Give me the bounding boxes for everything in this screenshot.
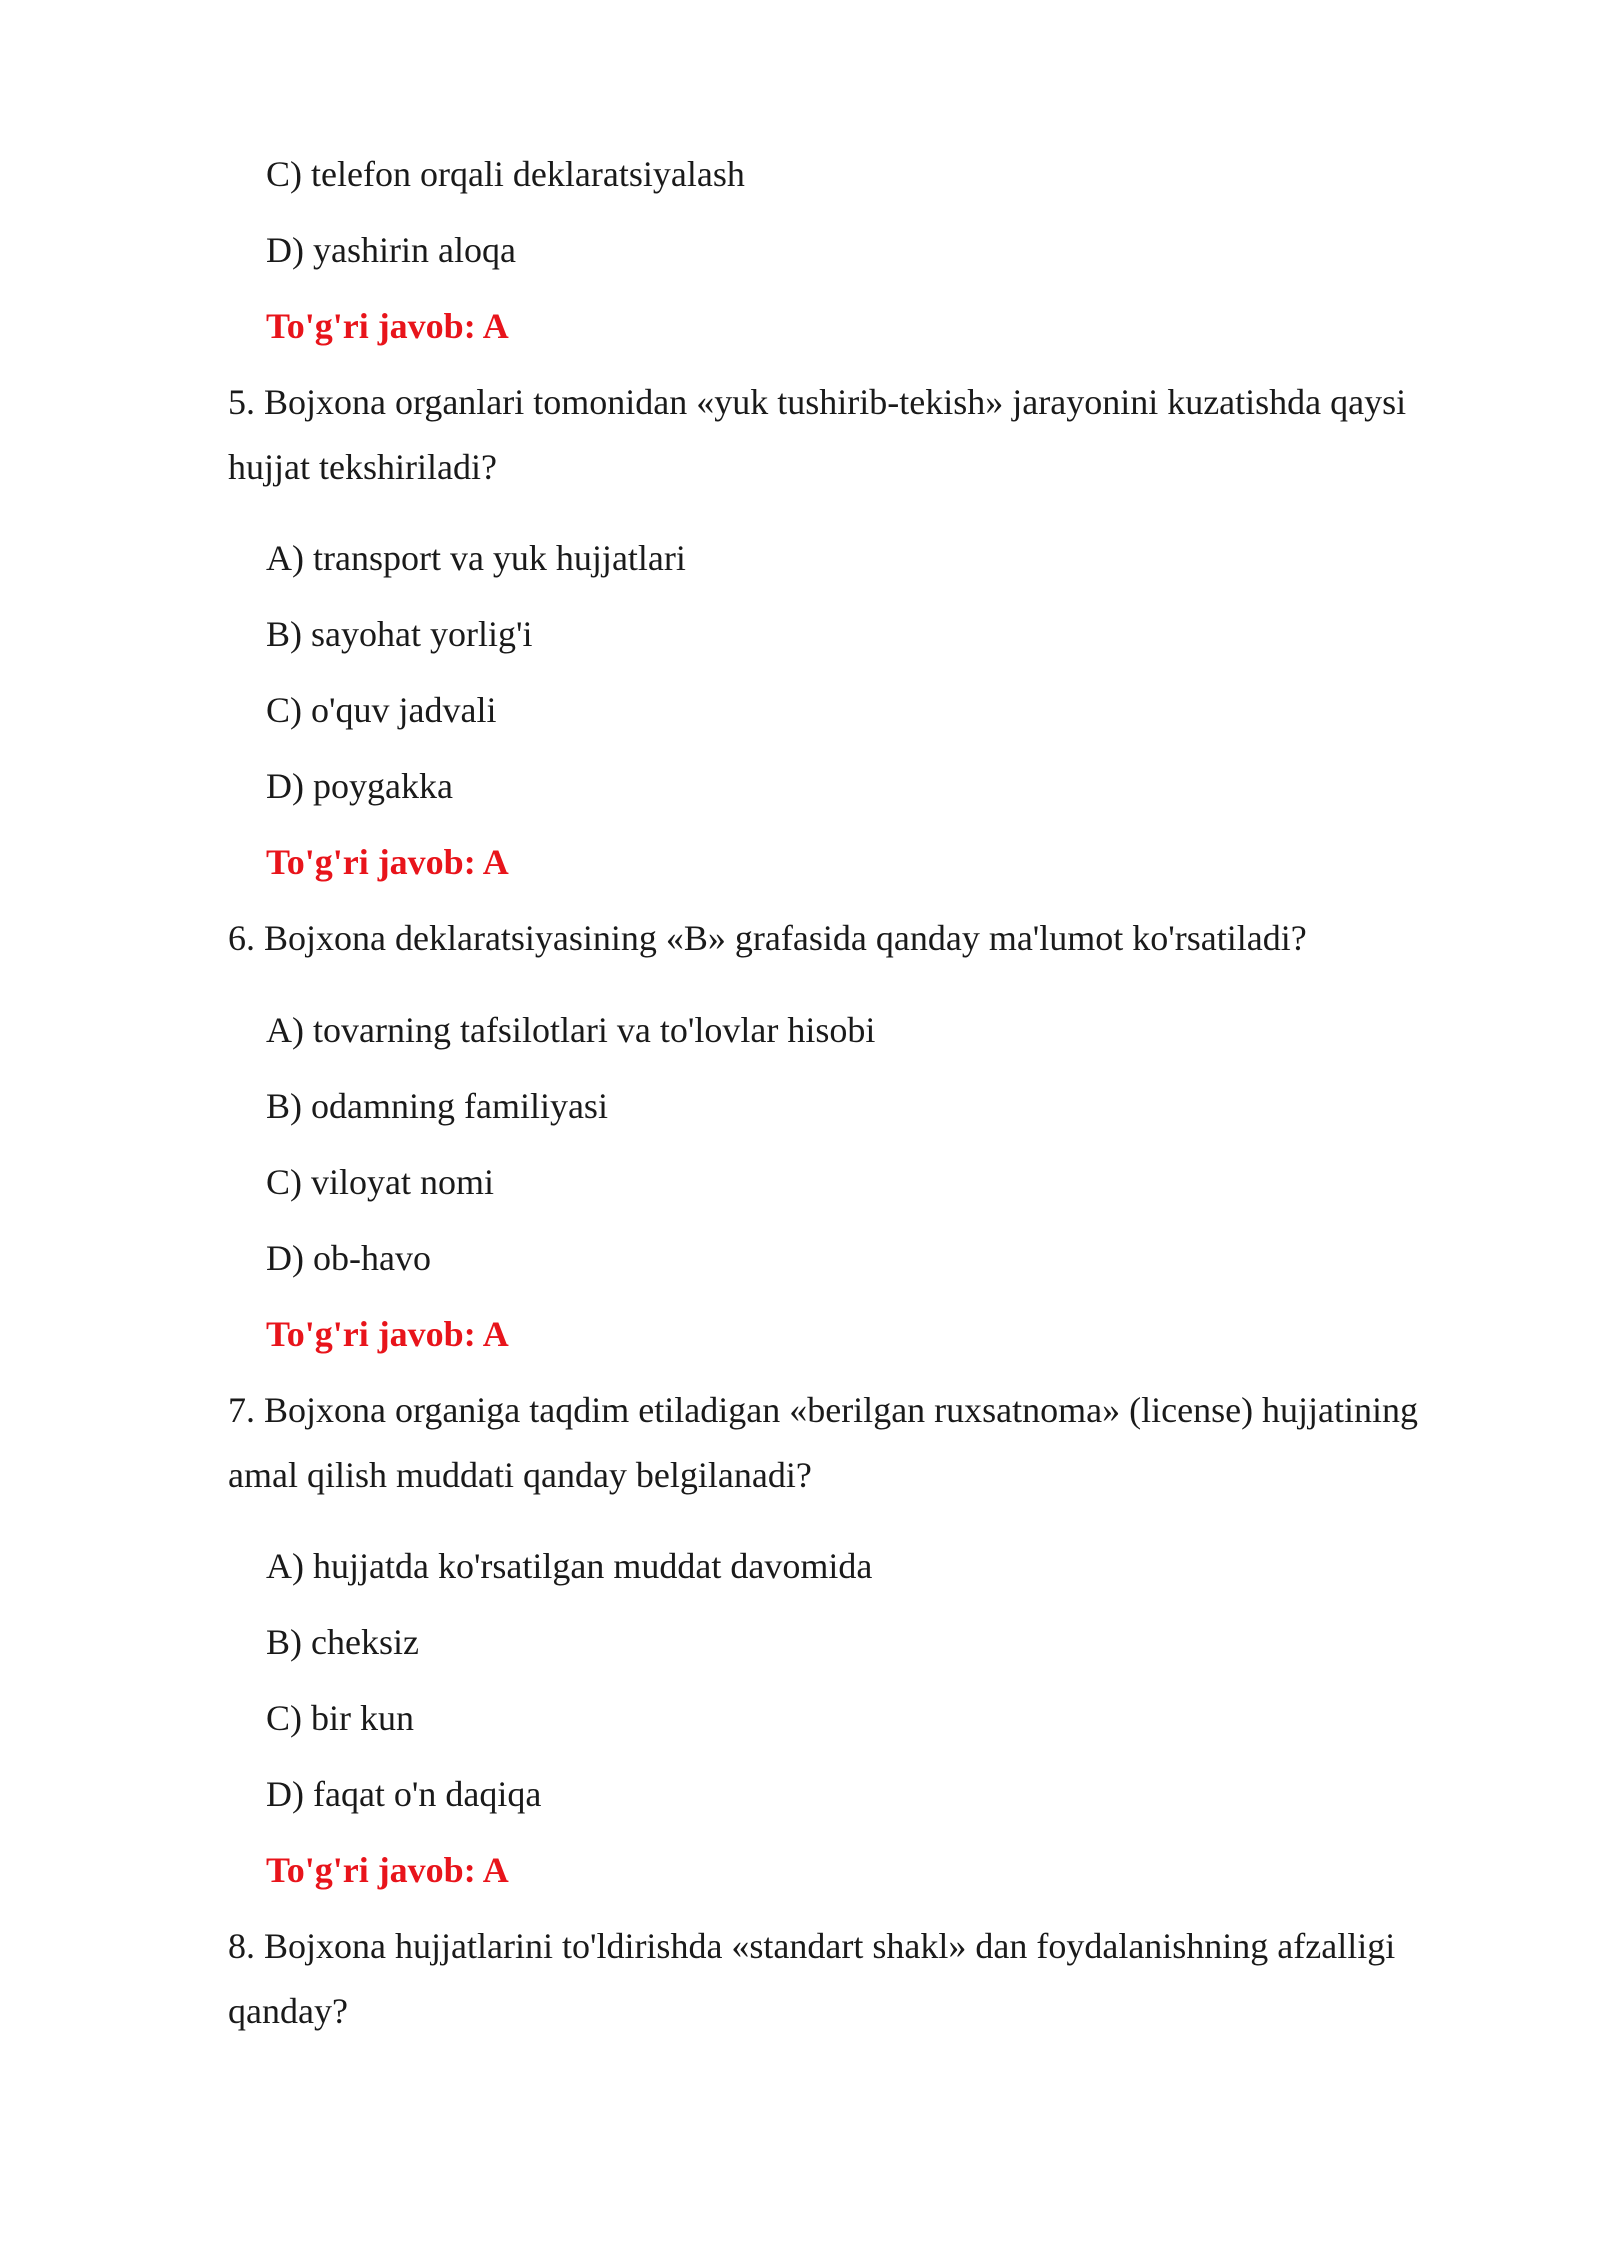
option-a: A) tovarning tafsilotlari va to'lovlar hisobi xyxy=(266,1010,876,1050)
option-a: A) hujjatda ko'rsatilgan muddat davomida xyxy=(266,1546,873,1586)
option-c: C) o'quv jadvali xyxy=(266,690,497,730)
correct-answer: To'g'ri javob: A xyxy=(266,842,509,882)
option-d: D) ob-havo xyxy=(266,1238,431,1278)
option-d: D) yashirin aloqa xyxy=(266,230,516,270)
correct-answer: To'g'ri javob: A xyxy=(266,1850,509,1890)
correct-answer: To'g'ri javob: A xyxy=(266,1314,509,1354)
option-b: B) cheksiz xyxy=(266,1622,419,1662)
option-c: C) bir kun xyxy=(266,1698,414,1738)
option-c: C) viloyat nomi xyxy=(266,1162,494,1202)
option-b: B) odamning familiyasi xyxy=(266,1086,608,1126)
option-c: C) telefon orqali deklaratsiyalash xyxy=(266,154,745,194)
option-d: D) faqat o'n daqiqa xyxy=(266,1774,542,1814)
option-b: B) sayohat yorlig'i xyxy=(266,614,533,654)
correct-answer: To'g'ri javob: A xyxy=(266,306,509,346)
question-8-text: 8. Bojxona hujjatlarini to'ldirishda «standart shakl» dan foydalanishning afzalligi xyxy=(228,1926,1396,1966)
question-7-text: 7. Bojxona organiga taqdim etiladigan «berilgan ruxsatnoma» (license) hujjatining xyxy=(228,1390,1419,1430)
question-5-text-cont: hujjat tekshiriladi? xyxy=(228,447,497,487)
question-6-text: 6. Bojxona deklaratsiyasining «B» grafasida qanday ma'lumot ko'rsatiladi? xyxy=(228,918,1307,958)
option-d: D) poygakka xyxy=(266,766,453,806)
question-7-text-cont: amal qilish muddati qanday belgilanadi? xyxy=(228,1455,812,1495)
question-5-text: 5. Bojxona organlari tomonidan «yuk tushirib-tekish» jarayonini kuzatishda qaysi xyxy=(228,382,1407,422)
question-8-text-cont: qanday? xyxy=(228,1991,348,2031)
option-a: A) transport va yuk hujjatlari xyxy=(266,538,686,578)
